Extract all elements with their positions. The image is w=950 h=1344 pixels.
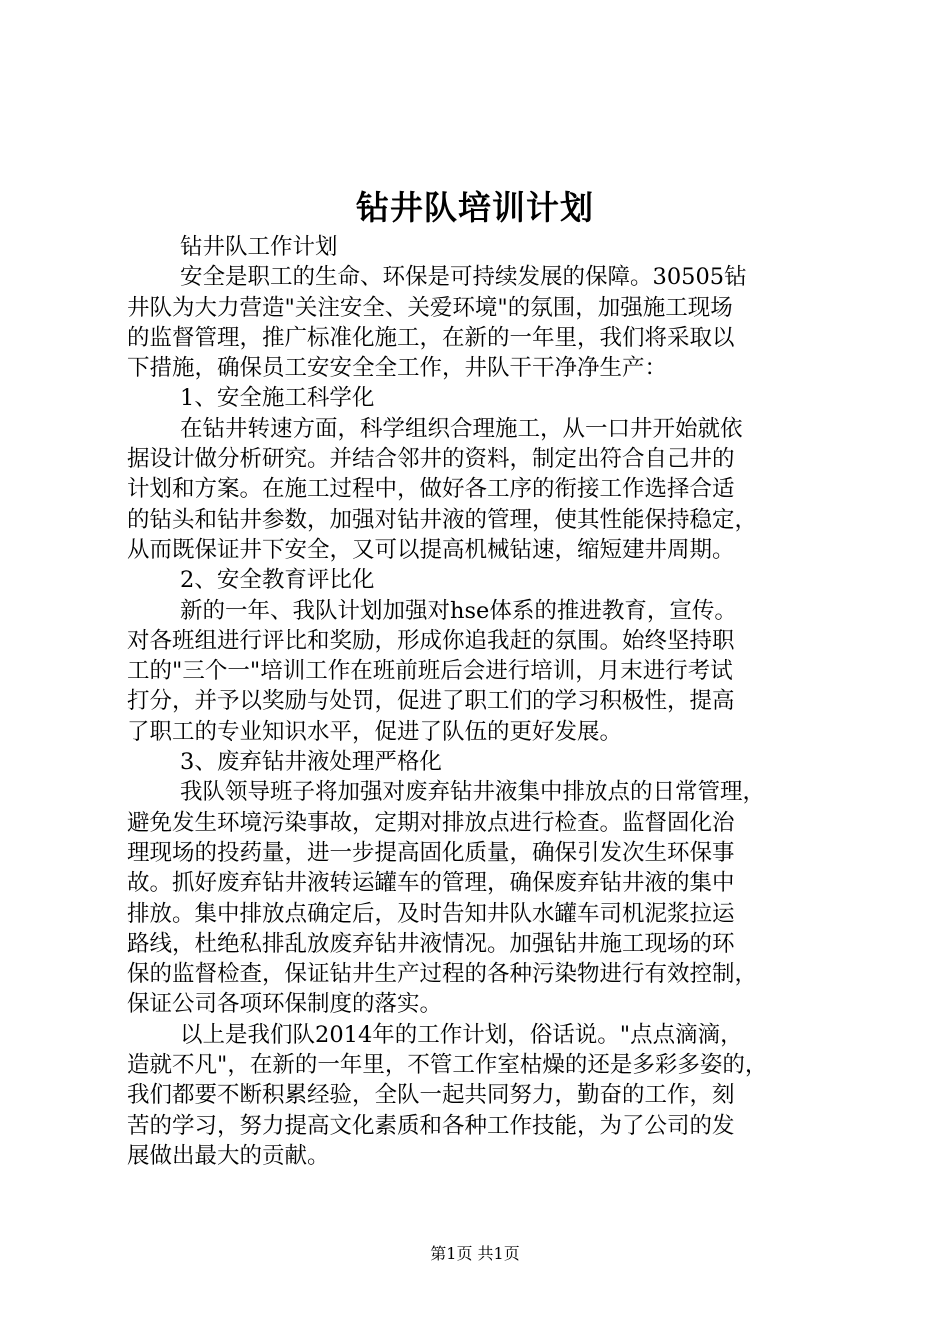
body-line: 造就不凡"，在新的一年里，不管工作室枯燥的还是多彩多姿的， — [127, 1052, 768, 1079]
document-title: 钻井队培训计划 — [356, 188, 594, 227]
body-line: 了职工的专业知识水平，促进了队伍的更好发展。 — [127, 718, 623, 745]
body-line: 新的一年、我队计划加强对hse体系的推进教育，宣传。 — [180, 597, 737, 624]
body-line: 我队领导班子将加强对废弃钻井液集中排放点的日常管理， — [180, 779, 766, 806]
body-line: 安全是职工的生命、环保是可持续发展的保障。30505钻 — [180, 264, 747, 291]
body-line: 据设计做分析研究。并结合邻井的资料，制定出符合自己井的 — [127, 446, 735, 473]
body-line: 排放。集中排放点确定后，及时告知井队水罐车司机泥浆拉运 — [127, 900, 735, 927]
body-line: 的监督管理，推广标准化施工，在新的一年里，我们将采取以 — [127, 324, 735, 351]
body-line: 钻井队工作计划 — [180, 234, 338, 260]
body-line: 的钻头和钻井参数，加强对钻井液的管理，使其性能保持稳定， — [127, 506, 758, 533]
body-line: 计划和方案。在施工过程中，做好各工序的衔接工作选择合适 — [127, 476, 735, 503]
body-line: 故。抓好废弃钻井液转运罐车的管理，确保废弃钻井液的集中 — [127, 870, 735, 897]
body-line: 展做出最大的贡献。 — [127, 1142, 330, 1169]
body-line: 苦的学习，努力提高文化素质和各种工作技能，为了公司的发 — [127, 1112, 735, 1139]
body-line: 3、废弃钻井液处理严格化 — [180, 749, 442, 776]
body-line: 路线，杜绝私排乱放废弃钻井液情况。加强钻井施工现场的环 — [127, 930, 735, 957]
body-line: 我们都要不断积累经验，全队一起共同努力，勤奋的工作，刻 — [127, 1082, 735, 1109]
body-line: 井队为大力营造"关注安全、关爱环境"的氛围，加强施工现场 — [127, 294, 733, 321]
body-line: 从而既保证井下安全，又可以提高机械钻速，缩短建井周期。 — [127, 536, 735, 563]
body-line: 以上是我们队2014年的工作计划，俗话说。"点点滴滴， — [180, 1021, 743, 1048]
body-line: 2、安全教育评比化 — [180, 567, 375, 594]
body-line: 打分，并予以奖励与处罚，促进了职工们的学习积极性，提高 — [127, 688, 735, 715]
body-line: 在钻井转速方面，科学组织合理施工，从一口井开始就依 — [180, 415, 743, 442]
body-line: 对各班组进行评比和奖励，形成你追我赶的氛围。始终坚持职 — [127, 627, 735, 654]
body-line: 下措施，确保员工安安全全工作，井队干干净净生产： — [127, 355, 668, 382]
body-line: 保证公司各项环保制度的落实。 — [127, 991, 443, 1018]
body-line: 避免发生环境污染事故，定期对排放点进行检查。监督固化治 — [127, 809, 735, 836]
body-line: 工的"三个一"培训工作在班前班后会进行培训，月末进行考试 — [127, 658, 733, 685]
document-body — [127, 232, 827, 1171]
body-line: 保的监督检查，保证钻井生产过程的各种污染物进行有效控制， — [127, 961, 758, 988]
body-line: 理现场的投药量，进一步提高固化质量，确保引发次生环保事 — [127, 839, 735, 866]
body-line: 1、安全施工科学化 — [180, 385, 375, 412]
page-footer: 第1页 共1页 — [430, 1244, 520, 1263]
